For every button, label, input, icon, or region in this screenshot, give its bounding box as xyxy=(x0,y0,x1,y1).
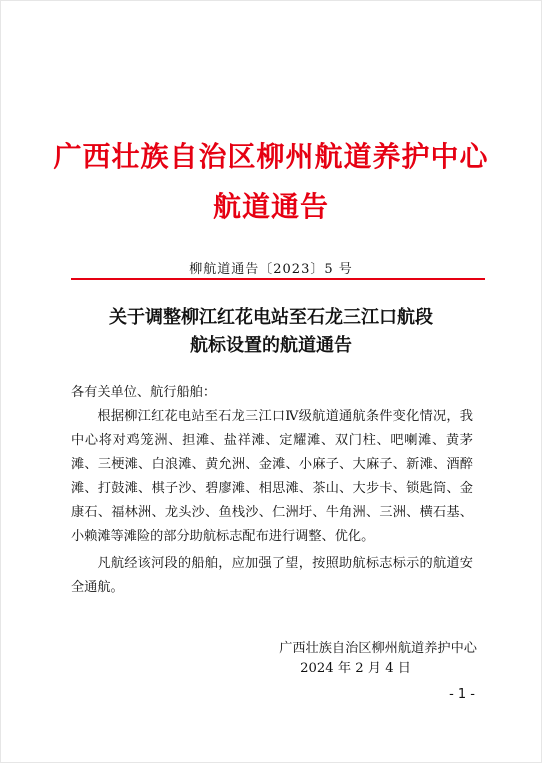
notice-subject-line2: 航标设置的航道通告 xyxy=(190,335,352,356)
document-type-title: 航道通告 xyxy=(212,190,329,223)
page-number: - 1 - xyxy=(449,687,475,702)
body-paragraph-1: 根据柳江红花电站至石龙三江口Ⅳ级航道通航条件变化情况，我中心将对鸡笼洲、担滩、盐祥滩、定耀滩、双门柱、吧喇滩、黄茅滩、三梗滩、白浪滩、黄允洲、金滩、小麻子、大麻子、新滩、酒醉滩、打鼓滩、棋子沙、碧廖滩、相思滩、茶山、大步卡、锁匙筒、金康石、福林洲、龙头沙、鱼栈沙、仁洲圩、牛角洲、三洲、横石基、小赖滩等滩险的部分助航标志配布进行调整、优化。 xyxy=(71,409,473,544)
notice-subject-line1: 关于调整柳江红花电站至石龙三江口航段 xyxy=(109,307,433,328)
signature-date: 2024 年 2 月 4 日 xyxy=(300,661,411,676)
red-divider-line xyxy=(71,278,485,280)
body-paragraph-2: 凡航经该河段的船舶，应加强了望，按照助航标志标示的航道安全通航。 xyxy=(71,556,473,595)
salutation: 各有关单位、航行船舶： xyxy=(71,385,217,400)
issuing-organization-title: 广西壮族自治区柳州航道养护中心 xyxy=(53,140,489,173)
signature-organization: 广西壮族自治区柳州航道养护中心 xyxy=(279,641,477,656)
document-number: 柳航道通告〔2023〕5 号 xyxy=(189,262,353,277)
